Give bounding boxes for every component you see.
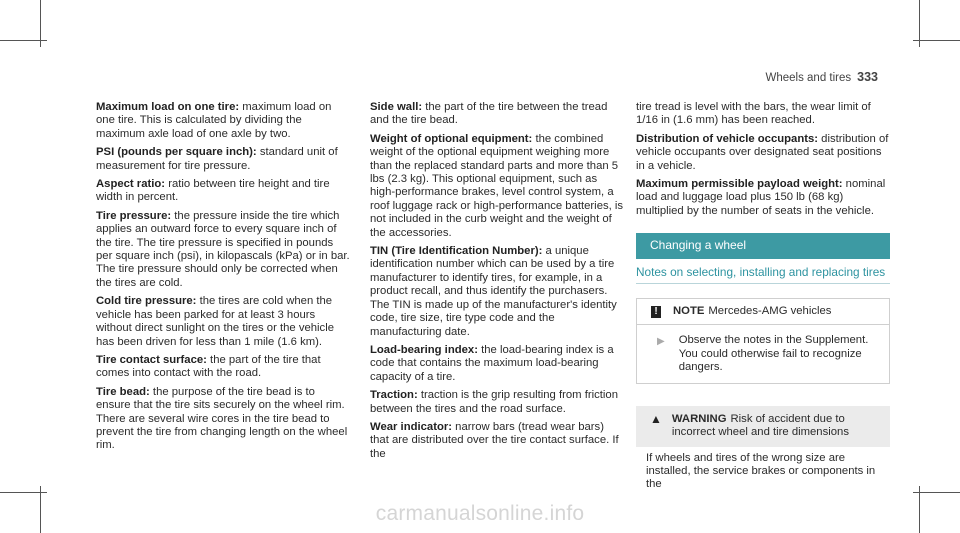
- exclamation-icon: !: [651, 306, 661, 318]
- definition-term: PSI (pounds per square inch):: [96, 146, 257, 159]
- warning-header: [636, 406, 890, 447]
- crop-mark: [913, 492, 960, 493]
- column-1: [96, 101, 350, 458]
- definition-item: [96, 210, 350, 290]
- definition-item: [96, 386, 350, 453]
- definition-term: Cold tire pressure:: [96, 295, 197, 308]
- page-number: 333: [857, 70, 878, 84]
- definition-term: Tire contact surface:: [96, 353, 207, 366]
- definition-item: [370, 133, 624, 240]
- note-body: [637, 325, 889, 382]
- definition-text: the part of the tire that comes into contact with the road.: [96, 353, 321, 380]
- definition-text: distribution of vehicle occupants over designated seat positions in a vehicle.: [636, 132, 889, 172]
- definition-text: the combined weight of the optional equipment weighing more than the replaced standard parts and more than 5 lbs (2.3 kg). This optional equipment, such as high-performance brakes, level control system, a roof luggage rack or high-performance batteries, is not included in the curb weight and the weight of the accessories.: [370, 132, 624, 239]
- crop-mark: [0, 492, 47, 493]
- definition-term: Distribution of vehicle occupants:: [636, 132, 819, 145]
- definition-text: standard unit of measurement for tire pressure.: [96, 146, 338, 172]
- running-header: [765, 70, 878, 84]
- definition-term: Maximum load on one tire:: [96, 101, 240, 113]
- definition-text: traction is the grip resulting from friction between the tires and the road surface.: [370, 389, 618, 415]
- note-box: [636, 298, 890, 384]
- definition-term: Side wall:: [370, 101, 423, 113]
- definition-item: [636, 133, 890, 173]
- definition-item: [636, 178, 890, 218]
- definition-text: the tires are cold when the vehicle has been parked for at least 3 hours without direct sunlight on the tires or the vehicle has been driven for less than 1 mile (1.6 km).: [96, 295, 334, 348]
- definition-term: Wear indicator:: [370, 420, 453, 433]
- definition-term: Maximum permissible payload weight:: [636, 178, 843, 191]
- column-3: [636, 101, 890, 492]
- definition-text: the load-bearing index is a code that contains the maximum load-bearing capacity of a tire.: [370, 343, 614, 383]
- subsection-heading: Notes on selecting, installing and replacing tires: [636, 266, 890, 284]
- definition-text: maximum load on one tire. This is calculated by dividing the maximum axle load of one axle by two.: [96, 101, 332, 140]
- definition-item: [96, 178, 350, 205]
- warning-body: If wheels and tires of the wrong size are installed, the service brakes or components in the: [646, 451, 876, 491]
- warning-triangle-icon: ▲: [650, 411, 662, 426]
- note-instruction: Observe the notes in the Supplement. You could otherwise fail to recognize dangers.: [678, 334, 869, 374]
- section-heading: Changing a wheel: [636, 233, 890, 258]
- definition-term: Load-bearing index:: [370, 343, 478, 356]
- warning-label: WARNING: [671, 412, 727, 425]
- note-text: Mercedes-AMG vehicles: [708, 305, 832, 318]
- definition-text: narrow bars (tread wear bars) that are distributed over the tire contact surface. If the: [370, 420, 619, 460]
- section-title: Wheels and tires: [765, 72, 852, 84]
- definition-text: the purpose of the tire bead is to ensure that the tire sits securely on the wheel rim. There are several wire cores in the tire bead to prevent the tire from changing length on the wheel rim.: [96, 385, 348, 452]
- definition-term: Tire pressure:: [96, 209, 172, 222]
- definition-term: Traction:: [370, 389, 418, 402]
- definition-text: ratio between tire height and tire width in percent.: [96, 178, 330, 204]
- arrow-right-icon: ▶: [657, 336, 665, 348]
- definition-term: Weight of optional equipment:: [370, 132, 533, 145]
- definition-item: [96, 146, 350, 173]
- warning-box: [636, 406, 890, 492]
- warning-text: Risk of accident due to incorrect wheel and tire dimensions: [671, 412, 849, 439]
- definition-item: [370, 101, 624, 128]
- definition-item: [96, 295, 350, 349]
- definition-text: the pressure inside the tire which applies an outward force to every square inch of the tire. The tire pressure is specified in pounds per square inch (psi), in kilopascals (kPa) or in bar. The tire pressure should only be corrected when the tires are cold.: [96, 209, 350, 289]
- continued-text: tire tread is level with the bars, the wear limit of 1/16 in (1.6 mm) has been reached.: [636, 101, 871, 127]
- note-label: NOTE: [673, 305, 705, 318]
- definition-item: [96, 354, 350, 381]
- watermark: carmanualsonline.info: [375, 502, 585, 525]
- note-header: [637, 299, 889, 325]
- crop-mark: [913, 40, 960, 41]
- definition-item: [370, 245, 624, 339]
- column-2: [370, 101, 624, 466]
- definition-term: Tire bead:: [96, 385, 150, 398]
- definition-text: nominal load and luggage load plus 150 lb (68 kg) multiplied by the number of seats in the vehicle.: [636, 178, 886, 217]
- definition-text: the part of the tire between the tread and the tire bead.: [370, 101, 608, 127]
- definition-term: Aspect ratio:: [96, 178, 166, 191]
- definition-item: [370, 389, 624, 416]
- crop-mark: [0, 40, 47, 41]
- definition-item: [96, 101, 350, 141]
- definition-term: TIN (Tire Identification Number):: [370, 245, 543, 258]
- definition-item: [370, 344, 624, 384]
- definition-text: a unique identification number which can be used by a tire manufacturer to identify tires, for example, in a product recall, and thus identify the purchasers. The TIN is made up of the manufacturer's identity code, tire size, tire type code and the manufacturing date.: [370, 245, 617, 338]
- definition-item: [370, 421, 624, 461]
